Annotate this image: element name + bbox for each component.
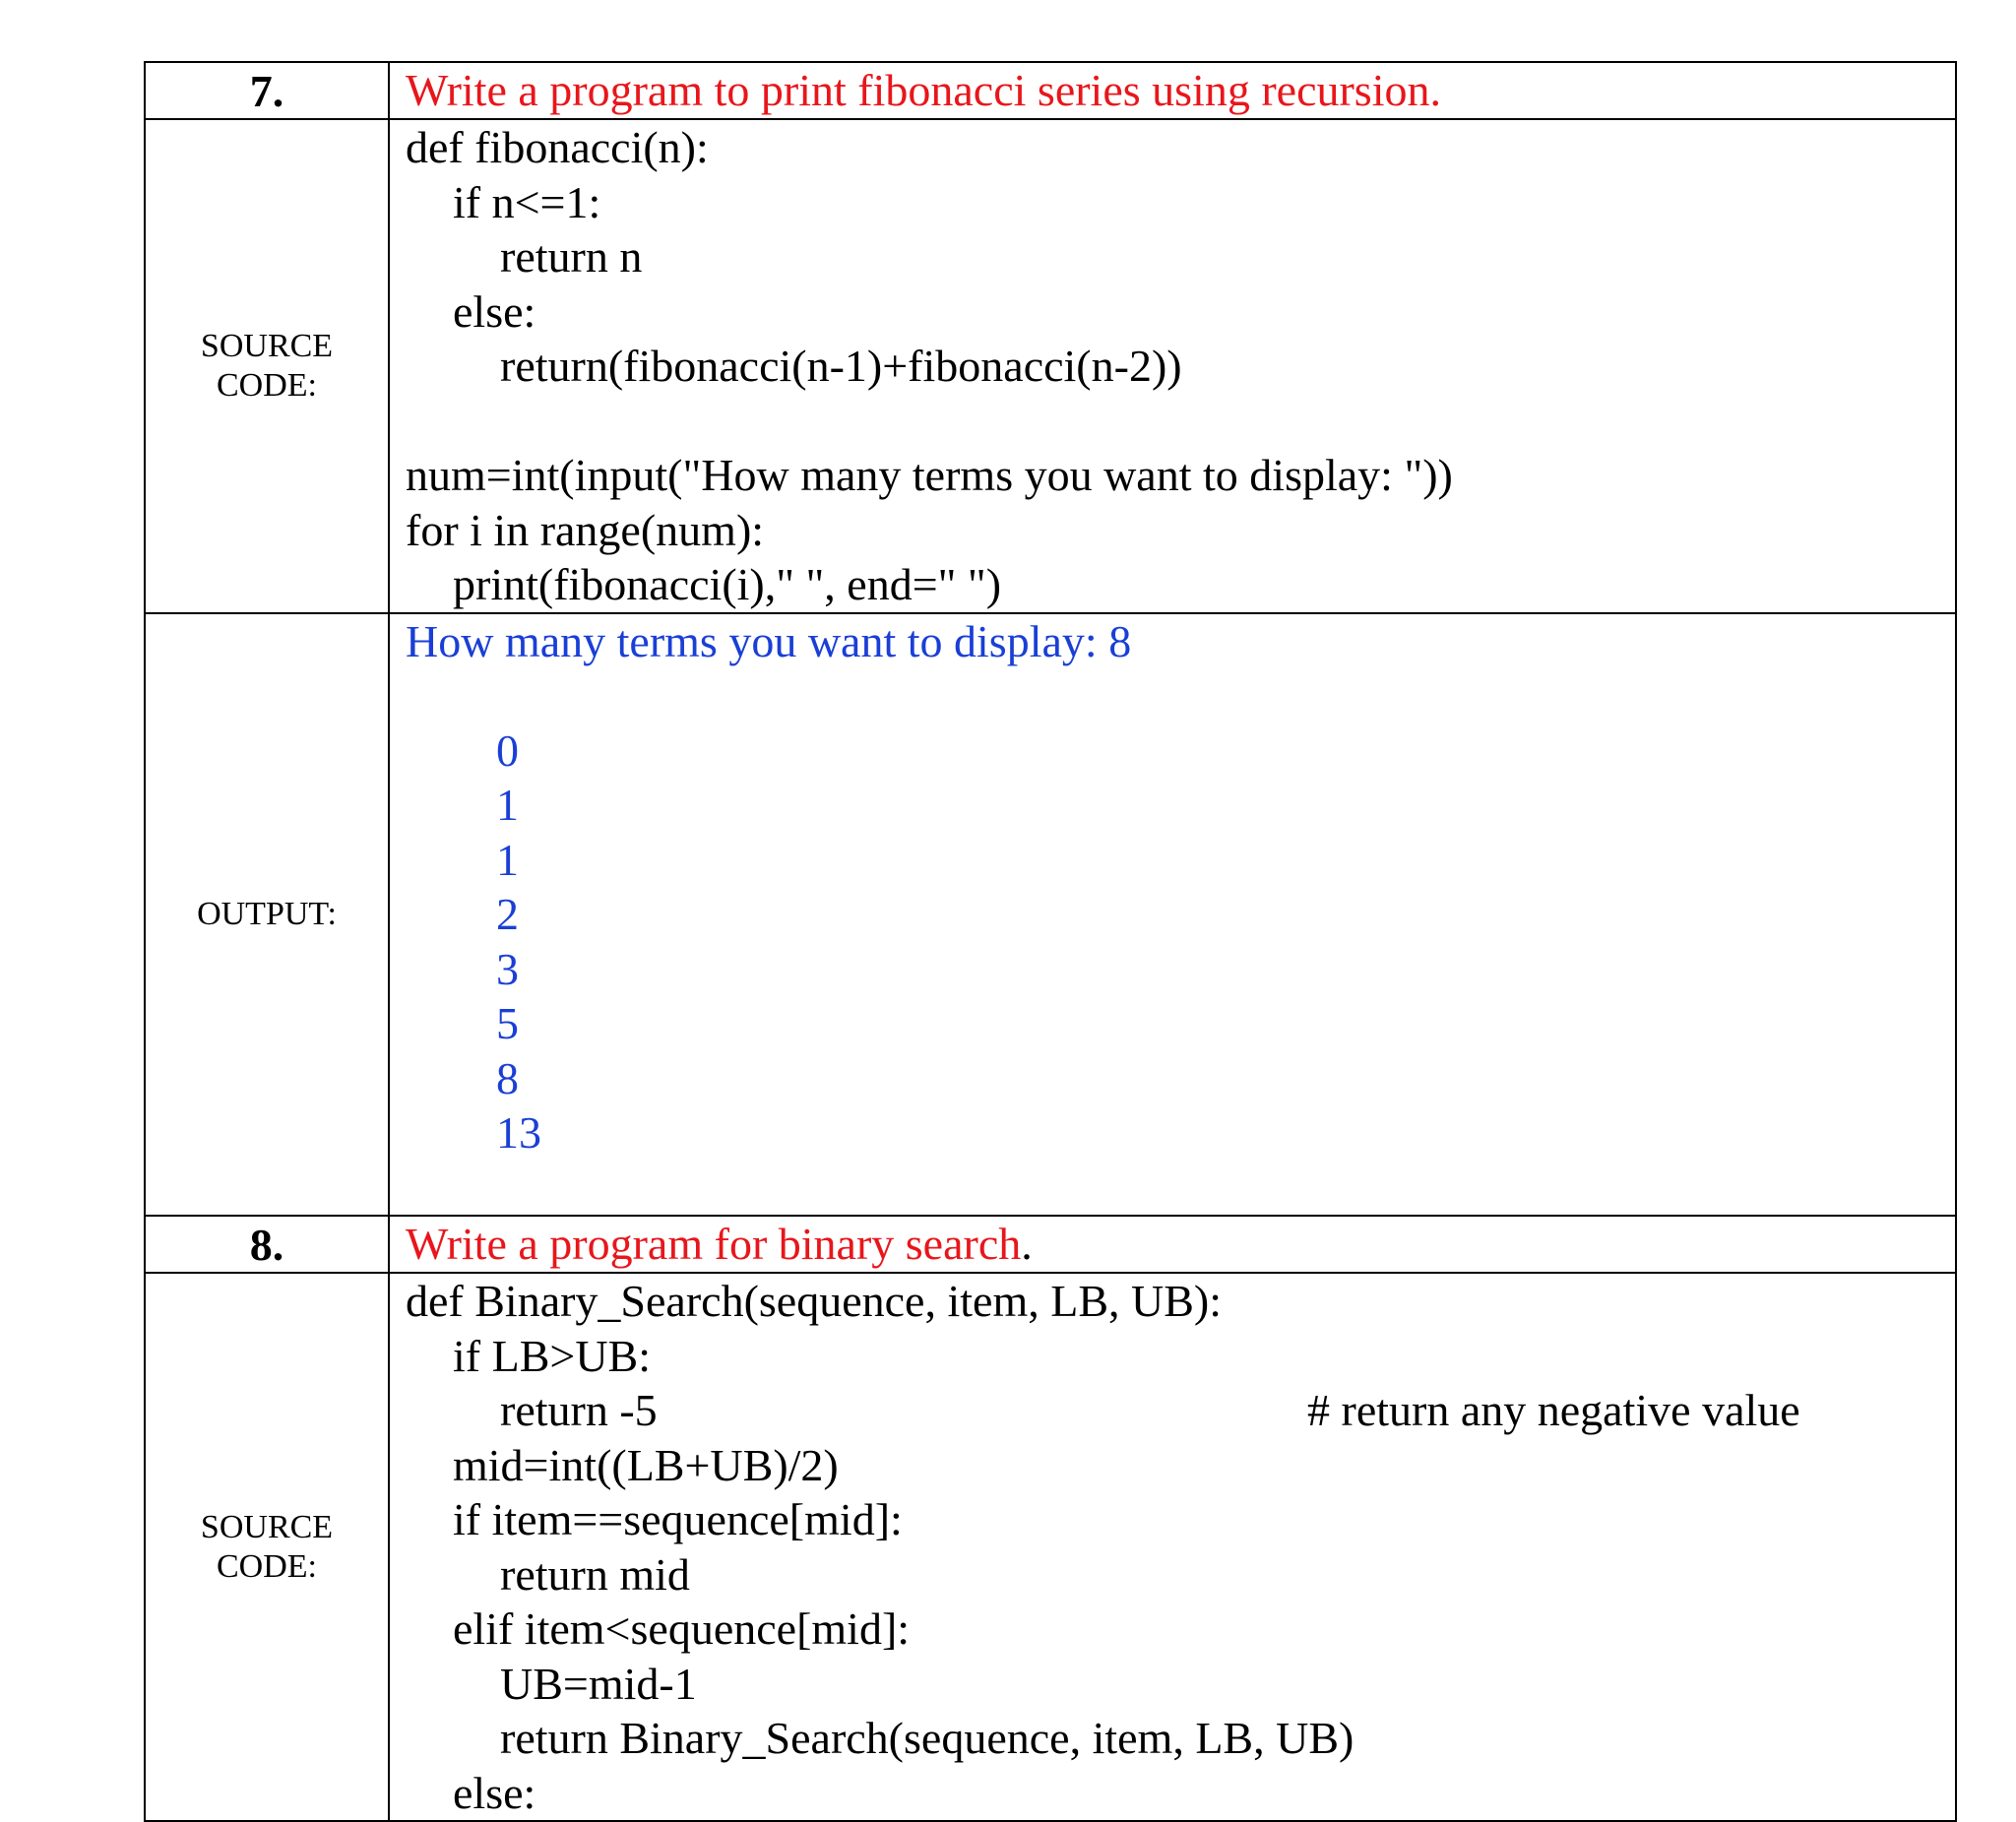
output-values [406, 668, 1955, 1215]
code-line: def Binary_Search(sequence, item, LB, UB): [406, 1276, 1223, 1326]
code-line: return n [500, 231, 643, 282]
output-value: 2 [496, 889, 519, 939]
output-value: 3 [496, 943, 519, 994]
output-value: 0 [496, 724, 519, 776]
output-value: 13 [496, 1107, 541, 1158]
output-value: 8 [496, 1052, 519, 1103]
output-prompt: How many terms you want to display: 8 [406, 615, 1132, 666]
code-line: else: [453, 285, 536, 337]
code-line: def fibonacci(n): [406, 122, 709, 172]
problem-7-source-row [145, 119, 1956, 613]
problem-7-header-row [145, 62, 1956, 119]
problem-question-period: . [1021, 1219, 1033, 1270]
code-blank-line [406, 394, 1955, 449]
code-line: elif item<sequence[mid]: [453, 1603, 911, 1654]
output-value: 1 [496, 834, 519, 885]
output-value: 5 [496, 998, 519, 1048]
output-block [389, 613, 1956, 1217]
source-code-label [145, 1273, 389, 1821]
source-label-line-1: SOURCE [200, 1508, 334, 1545]
output-value: 1 [496, 780, 519, 830]
code-line: num=int(input("How many terms you want to display: ")) [406, 450, 1453, 500]
program-sheet [144, 61, 1957, 1822]
code-line: mid=int((LB+UB)/2) [453, 1439, 839, 1490]
code-line: if item==sequence[mid]: [453, 1494, 903, 1544]
problem-8-source-row [145, 1273, 1956, 1821]
source-label-line-2: CODE: [217, 1547, 317, 1585]
code-line: return mid [500, 1548, 690, 1600]
problem-number: 8. [145, 1216, 389, 1273]
code-line: if n<=1: [453, 176, 601, 227]
code-text: return -5 [500, 1385, 658, 1435]
code-line: UB=mid-1 [500, 1658, 697, 1709]
source-code-label [145, 119, 389, 613]
source-label-line-2: CODE: [217, 366, 317, 404]
source-label-line-1: SOURCE [200, 327, 334, 364]
problem-question: Write a program to print fibonacci series using recursion. [389, 62, 1956, 119]
code-line: if LB>UB: [453, 1330, 652, 1381]
source-code-block [389, 1273, 1956, 1821]
code-line: else: [453, 1767, 536, 1818]
code-line: for i in range(num): [406, 504, 765, 555]
output-label: OUTPUT: [145, 613, 389, 1217]
code-line: return Binary_Search(sequence, item, LB, UB) [500, 1713, 1354, 1763]
code-line-with-comment [406, 1383, 1955, 1438]
code-line: return(fibonacci(n-1)+fibonacci(n-2)) [500, 341, 1182, 391]
source-code-block [389, 119, 1956, 613]
programs-table [144, 61, 1957, 1822]
problem-7-output-row [145, 613, 1956, 1217]
problem-question-text: Write a program for binary search [406, 1219, 1022, 1270]
code-line: print(fibonacci(i)," ", end=" ") [453, 559, 1002, 609]
code-comment: # return any negative value [1307, 1385, 1800, 1435]
problem-8-header-row [145, 1216, 1956, 1273]
problem-question [389, 1216, 1956, 1273]
problem-number: 7. [145, 62, 389, 119]
